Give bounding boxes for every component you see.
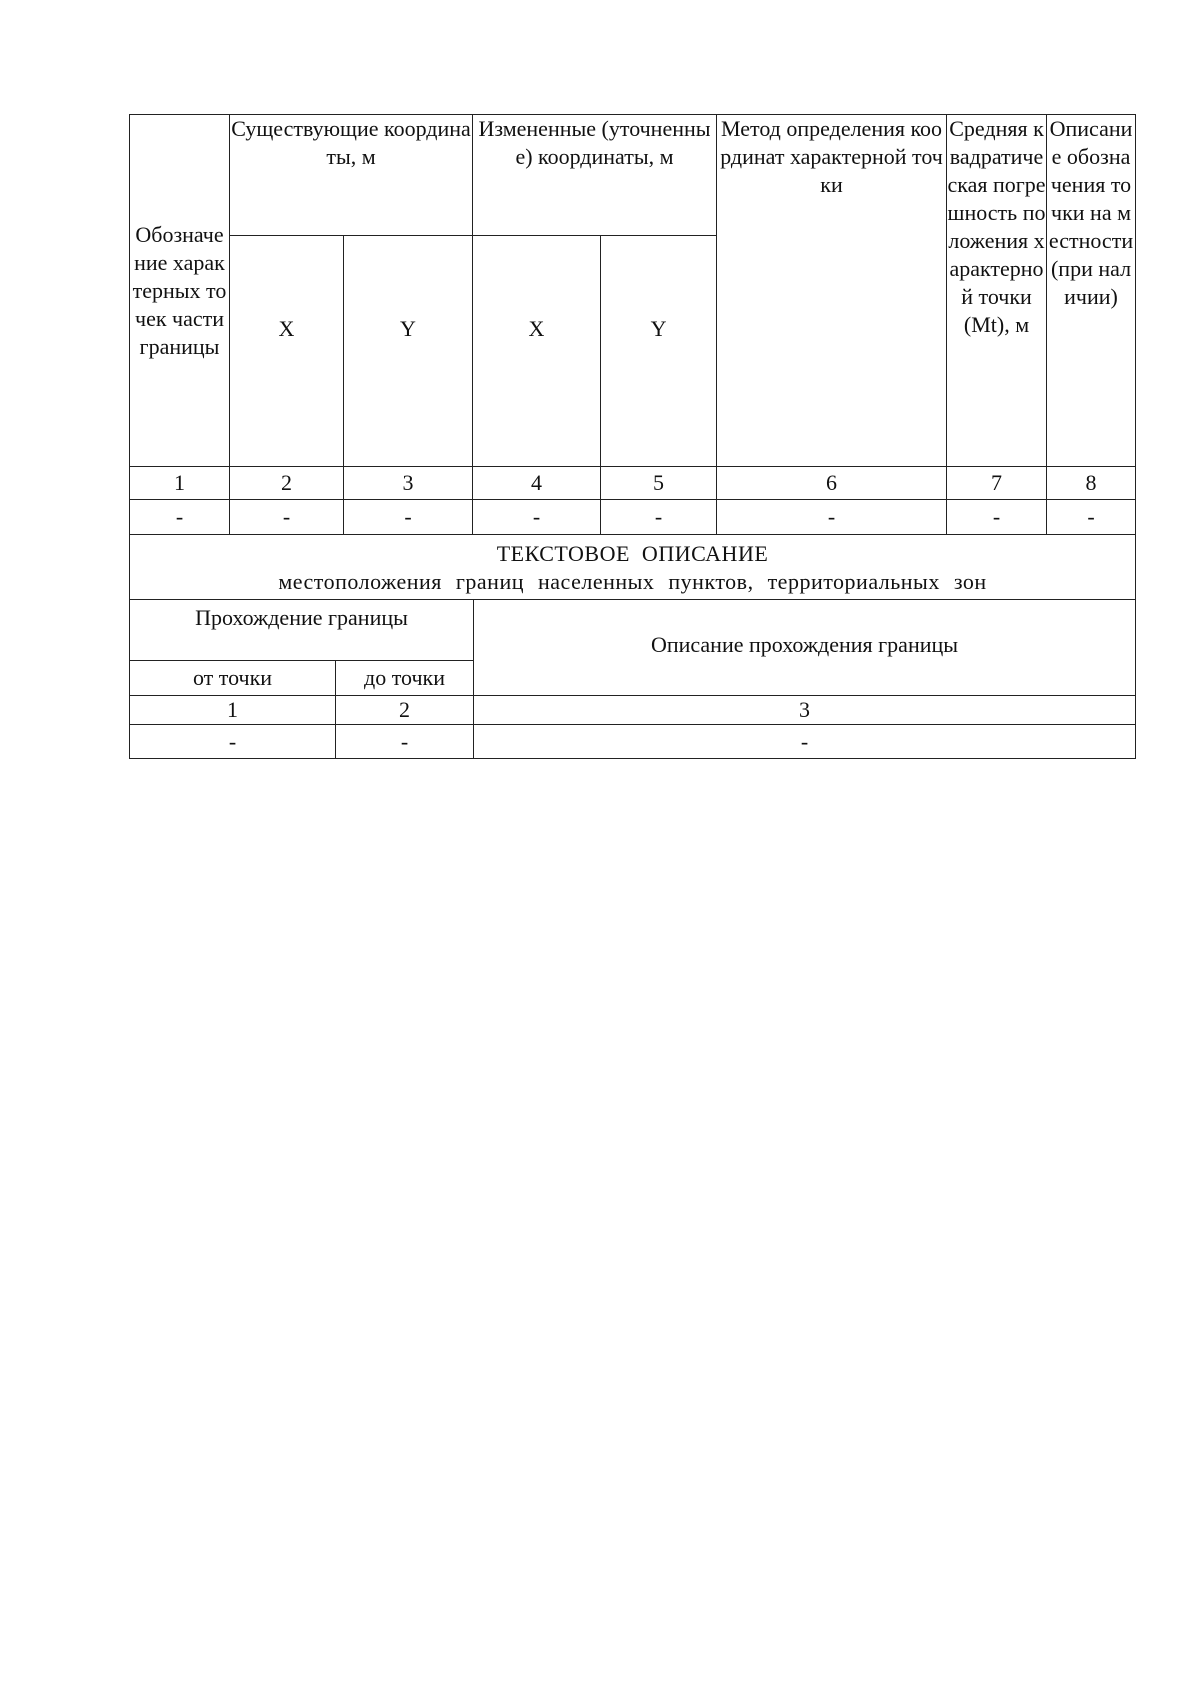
table-cell: - [230,500,344,535]
table-cell: - [473,500,601,535]
section-subtitle: местоположения границ населенных пунктов, территориальных зон [278,569,987,594]
table-cell: - [474,725,1136,759]
column-number: 2 [230,467,344,500]
header-changed-coords: Измененные (уточненные) координаты, м [473,115,717,236]
header-existing-coords: Существующие координаты, м [230,115,473,236]
text-description-heading [130,535,1136,600]
header-from-point: от точки [130,661,336,696]
table-row [130,725,1136,759]
header-method: Метод определения координат характерной точки [717,115,947,467]
document-page [129,114,1135,759]
header-existing-y: Y [344,236,473,467]
header-passage: Прохождение границы [130,600,474,661]
column-number: 4 [473,467,601,500]
table-cell: - [130,725,336,759]
header-changed-y: Y [601,236,717,467]
table-cell: - [1047,500,1136,535]
table-cell: - [130,500,230,535]
header-point-designation: Обозначение характерных точек части границы [130,115,230,467]
coordinates-table [129,114,1136,535]
table-cell: - [344,500,473,535]
table-cell: - [601,500,717,535]
column-number: 1 [130,467,230,500]
column-number: 7 [947,467,1047,500]
header-rms-error: Средняя квадратическая погрешность положения характерной точки (Mt), м [947,115,1047,467]
column-number: 2 [336,696,474,725]
boundary-table [129,535,1136,759]
table-cell: - [336,725,474,759]
column-number: 8 [1047,467,1136,500]
table-row [130,500,1136,535]
header-changed-x: X [473,236,601,467]
column-number: 6 [717,467,947,500]
column-number: 3 [344,467,473,500]
column-number: 3 [474,696,1136,725]
header-existing-x: X [230,236,344,467]
header-to-point: до точки [336,661,474,696]
table-cell: - [717,500,947,535]
column-number: 5 [601,467,717,500]
section-title: ТЕКСТОВОЕ ОПИСАНИЕ [496,541,769,566]
header-passage-description: Описание прохождения границы [474,600,1136,696]
column-number: 1 [130,696,336,725]
table-cell: - [947,500,1047,535]
header-point-description: Описание обозначения точки на местности (при наличии) [1047,115,1136,467]
